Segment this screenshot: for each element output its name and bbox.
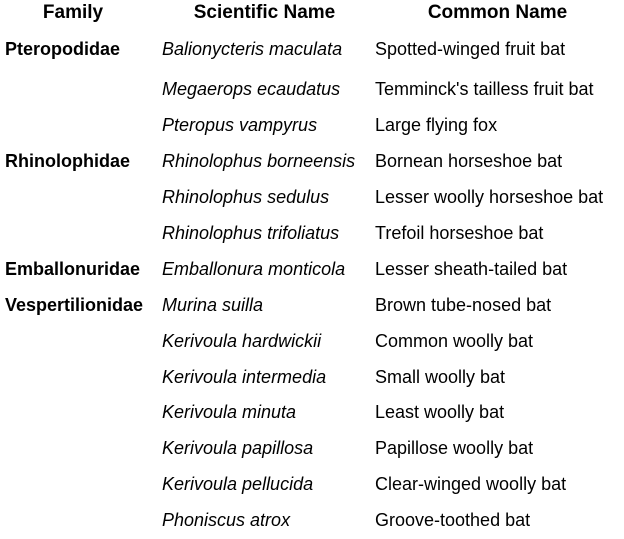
common-name-cell: Least woolly bat: [375, 402, 505, 423]
common-name-cell: Lesser sheath-tailed bat: [375, 258, 568, 279]
table-row: [0, 216, 624, 252]
family-cell: [0, 431, 158, 467]
table-row: [0, 287, 624, 323]
table-row: [0, 431, 624, 467]
common-name-cell: Trefoil horseshoe bat: [375, 223, 544, 243]
scientific-name-cell: Rhinolophus sedulus: [162, 187, 330, 208]
header-scientific-name: Scientific Name: [193, 2, 336, 23]
common-name-cell: Large flying fox: [375, 115, 498, 136]
scientific-name-cell: Kerivoula intermedia: [162, 366, 327, 387]
scientific-name-cell: Pteropus vampyrus: [162, 115, 318, 136]
scientific-name-cell: Phoniscus atrox: [162, 510, 291, 531]
table-row: [0, 467, 624, 503]
common-name-cell: Brown tube-nosed bat: [375, 294, 552, 315]
common-name-cell: Spotted-winged fruit bat: [375, 38, 566, 59]
family-cell: [0, 108, 158, 144]
scientific-name-cell: Kerivoula hardwickii: [162, 330, 322, 351]
table-row: [0, 144, 624, 180]
family-cell: [0, 395, 158, 431]
table-row: [0, 395, 624, 431]
table-row: [0, 26, 624, 72]
common-name-cell: Temminck's tailless fruit bat: [375, 79, 594, 100]
table-row: [0, 359, 624, 395]
table-row: [0, 323, 624, 359]
table-row: [0, 180, 624, 216]
scientific-name-cell: Murina suilla: [162, 294, 264, 315]
family-cell: Rhinolophidae: [5, 151, 130, 172]
scientific-name-cell: Kerivoula minuta: [162, 402, 297, 423]
common-name-cell: Papillose woolly bat: [375, 438, 534, 459]
table-row: [0, 72, 624, 108]
family-cell: Emballonuridae: [5, 258, 141, 279]
table-row: [0, 251, 624, 287]
table-row: [0, 503, 624, 539]
family-cell: Vespertilionidae: [5, 294, 144, 315]
scientific-name-cell: Megaerops ecaudatus: [162, 79, 341, 100]
scientific-name-cell: Balionycteris maculata: [162, 38, 343, 59]
family-cell: [0, 467, 158, 503]
family-cell: [0, 72, 158, 108]
header-row: [0, 0, 624, 26]
family-cell: [0, 359, 158, 395]
header-common-name: Common Name: [427, 2, 568, 23]
common-name-cell: Clear-winged woolly bat: [375, 474, 567, 495]
family-cell: [0, 180, 158, 216]
family-cell: Pteropodidae: [5, 38, 121, 59]
scientific-name-cell: Rhinolophus borneensis: [162, 151, 356, 172]
header-family: Family: [42, 2, 104, 23]
common-name-cell: Bornean horseshoe bat: [375, 151, 563, 172]
scientific-name-cell: Emballonura monticola: [162, 258, 346, 279]
table-row: [0, 108, 624, 144]
family-cell: [0, 216, 158, 252]
family-cell: [0, 323, 158, 359]
scientific-name-cell: Kerivoula papillosa: [162, 438, 314, 459]
scientific-name-cell: Kerivoula pellucida: [162, 474, 314, 495]
common-name-cell: Groove-toothed bat: [375, 510, 531, 531]
scientific-name-cell: Rhinolophus trifoliatus: [162, 223, 340, 243]
common-name-cell: Lesser woolly horseshoe bat: [375, 187, 604, 208]
common-name-cell: Small woolly bat: [375, 366, 506, 387]
common-name-cell: Common woolly bat: [375, 330, 534, 351]
family-cell: [0, 503, 158, 539]
